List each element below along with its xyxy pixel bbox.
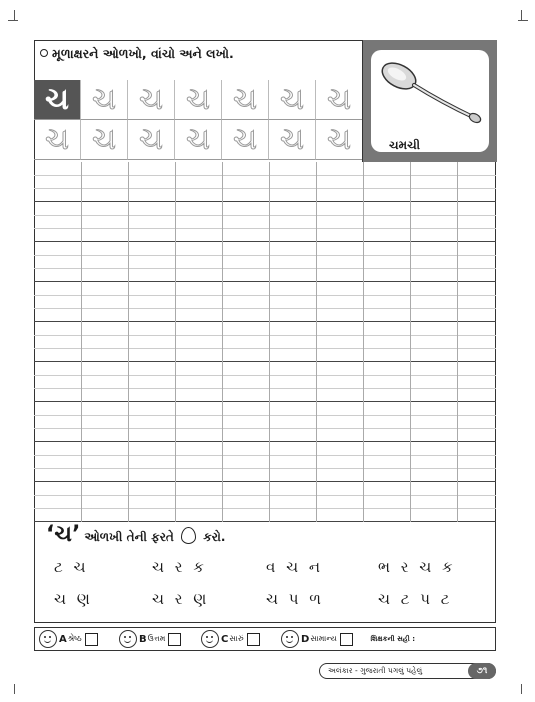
grade-d: D સામાન્ય	[281, 630, 353, 648]
trace-letter: ચ	[316, 80, 363, 120]
instruction: મૂળાક્ષરને ઓળખો, વાંચો અને લખો.	[40, 46, 234, 62]
trace-row-2	[34, 120, 364, 160]
crop-mark	[8, 20, 18, 21]
writing-row	[34, 322, 496, 362]
writing-row	[34, 282, 496, 322]
spoon-icon	[371, 50, 489, 130]
letter-group[interactable]: ટ ચ	[54, 558, 89, 576]
picture-panel	[362, 40, 497, 162]
writing-row	[34, 402, 496, 442]
grade-b: B ઉત્તમ	[119, 630, 181, 648]
writing-row	[34, 362, 496, 402]
featured-letter: ચ	[34, 80, 81, 120]
trace-letter: ચ	[316, 120, 363, 160]
grid-column-line	[457, 162, 458, 522]
letter-group[interactable]: ચ ર ક	[152, 558, 207, 576]
smiley-icon	[281, 630, 299, 648]
worksheet	[34, 40, 498, 685]
grade-a-checkbox[interactable]	[85, 633, 98, 646]
crop-mark	[521, 10, 522, 20]
trace-letter: ચ	[175, 80, 222, 120]
grade-a: A શ્રેષ્ઠ	[39, 630, 98, 648]
crop-mark	[518, 20, 528, 21]
teacher-signature-label: શિક્ષકની સહી :	[370, 635, 415, 643]
grade-c-checkbox[interactable]	[247, 633, 260, 646]
grid-column-line	[175, 162, 176, 522]
identify-section	[34, 522, 496, 623]
letter-group[interactable]: ચ પ ળ	[266, 590, 324, 608]
picture-card	[371, 50, 489, 152]
footer	[319, 663, 496, 679]
word-line-2	[34, 590, 496, 614]
identify-letter: ચ	[54, 522, 72, 547]
trace-letter: ચ	[269, 120, 316, 160]
grade-d-checkbox[interactable]	[340, 633, 353, 646]
trace-letter: ચ	[34, 120, 81, 160]
picture-label: ચમચી	[389, 138, 421, 152]
word-line-1	[34, 558, 496, 582]
letter-group[interactable]: ચ ણ	[54, 590, 93, 608]
grid-column-line	[222, 162, 223, 522]
grid-column-line	[410, 162, 411, 522]
writing-row	[34, 242, 496, 282]
writing-row	[34, 482, 496, 522]
grade-c: C સારું	[201, 630, 260, 648]
book-title: અલંકાર - ગુજરાતી પગલું પહેલું	[328, 666, 423, 675]
writing-row	[34, 202, 496, 242]
identify-question: ‘ચ’ ઓળખી તેની ફરતે કરો.	[46, 522, 226, 547]
grade-b-checkbox[interactable]	[168, 633, 181, 646]
grid-column-line	[269, 162, 270, 522]
letter-group[interactable]: ચ ર ણ	[152, 590, 210, 608]
grid-column-line	[128, 162, 129, 522]
grid-column-line	[81, 162, 82, 522]
trace-letter: ચ	[222, 80, 269, 120]
trace-letter: ચ	[81, 120, 128, 160]
crop-mark	[14, 684, 15, 694]
crop-mark	[521, 684, 522, 694]
writing-row	[34, 162, 496, 202]
trace-letter: ચ	[128, 120, 175, 160]
trace-letter: ચ	[81, 80, 128, 120]
letter-group[interactable]: વ ચ ન	[266, 558, 324, 576]
trace-letter: ચ	[269, 80, 316, 120]
page-number: ૭૧	[468, 663, 496, 679]
grade-bar	[34, 627, 496, 651]
grid-column-line	[363, 162, 364, 522]
smiley-icon	[119, 630, 137, 648]
trace-letter: ચ	[128, 80, 175, 120]
smiley-icon	[201, 630, 219, 648]
grid-column-line	[316, 162, 317, 522]
smiley-icon	[39, 630, 57, 648]
trace-letter: ચ	[175, 120, 222, 160]
letter-group[interactable]: ભ ર ચ ક	[378, 558, 456, 576]
writing-grid	[34, 162, 496, 522]
letter-group[interactable]: ચ ટ પ ટ	[378, 590, 453, 608]
trace-letter: ચ	[222, 120, 269, 160]
circle-icon	[181, 527, 196, 544]
writing-row	[34, 442, 496, 482]
bullet-icon	[40, 49, 48, 57]
trace-row-1	[34, 80, 364, 120]
crop-mark	[14, 10, 15, 20]
